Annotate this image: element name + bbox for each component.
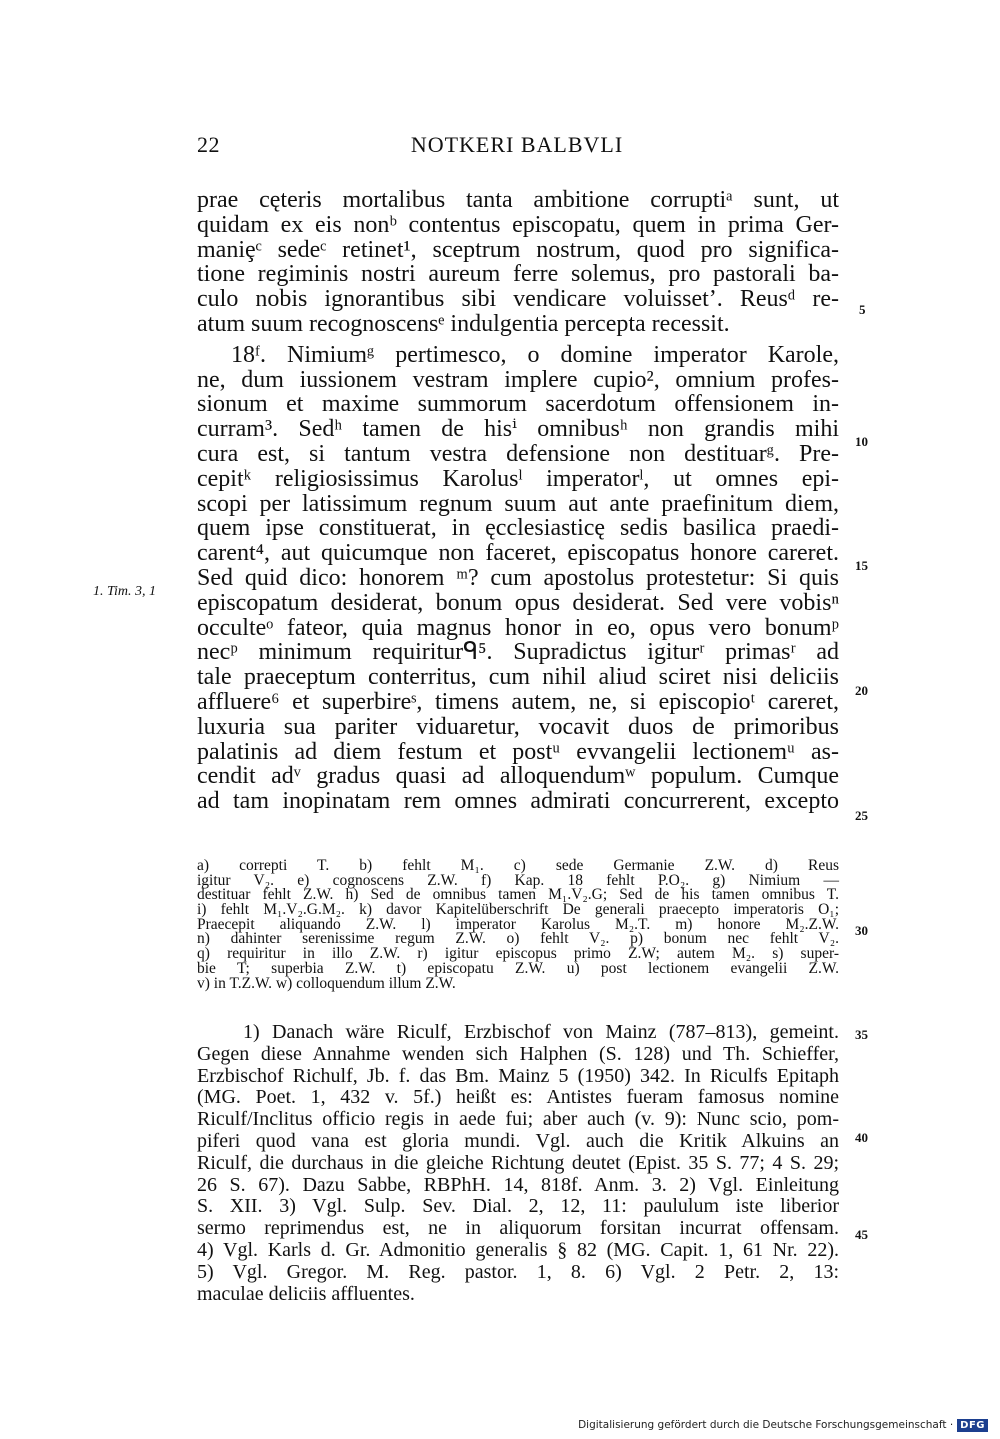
footnote-line: sermo reprimendus est, ne in aliquorum forsitan incurrat offensam.	[197, 1217, 839, 1240]
text-line: cepitᵏ religiosissimus Karolusˡ imperatorˡ, ut omnes epi-	[197, 465, 839, 492]
apparatus-line: i) fehlt M₁.V₂.G.M₂. k) davor Kapitelüberschrift De generali praecepto imperatoris O₁;	[197, 901, 839, 919]
apparatus-line: igitur V₂. e) cognoscens Z.W. f) Kap. 18 fehlt P.O₂. g) Nimium —	[197, 871, 839, 889]
text-line: scopi per latissimum regnum suum aut ante praefinitum diem,	[197, 490, 839, 517]
text-line: carent⁴, aut quicumque non faceret, episcopatus honore careret.	[197, 540, 839, 567]
footnote-line: Erzbischof Richulf, Jb. f. das Bm. Mainz 5 (1950) 342. In Riculfs Epitaph	[197, 1064, 839, 1087]
text-line: ne, dum iussionem vestram implere cupio², omnium profes-	[197, 366, 839, 393]
text-line: quem ipse constituerat, in ęcclesiasticę sedis basilica praedi-	[197, 515, 839, 542]
text-line: episcopatum desiderat, bonum opus desiderat. Sed vere vobisⁿ	[197, 589, 839, 616]
footnote-line: 1) Danach wäre Riculf, Erzbischof von Mainz (787–813), gemeint.	[243, 1021, 839, 1043]
line-number: 5	[859, 302, 866, 317]
funding-footer	[578, 1417, 988, 1433]
apparatus-line: bie T; superbia Z.W. t) episcopatu Z.W. u) post lectionem evangelii Z.W.	[197, 959, 839, 977]
line-number: 35	[855, 1027, 868, 1042]
footnote-line: S. XII. 3) Vgl. Sulp. Sev. Dial. 2, 12, 11: paululum iste liberior	[197, 1195, 839, 1218]
line-number: 25	[855, 808, 868, 823]
text-line: maniȩᶜ sedeᶜ retinet¹, sceptrum nostrum, quod pro significa-	[197, 236, 839, 263]
footnote-line: Riculf, die durchaus in die gleiche Richtung deutet (Epist. 35 S. 77; 4 S. 29;	[197, 1151, 839, 1174]
footnote-line: Gegen diese Annahme wenden sich Halphen (S. 128) und Th. Schieffer,	[197, 1042, 839, 1065]
line-number: 40	[855, 1130, 868, 1145]
text-line: ad tam inopinatam rem omnes admirati concurrerent, excepto	[197, 788, 839, 815]
footnote-line: 4) Vgl. Karls d. Gr. Admonitio generalis § 82 (MG. Capit. 1, 61 Nr. 22).	[197, 1238, 839, 1261]
text-line: tale praeceptum conterritus, cum nihil aliud sciret nisi deliciis	[197, 664, 839, 691]
text-line: Sed quid dico: honorem ᵐ? cum apostolus protestetur: Si quis	[197, 564, 839, 591]
text-line: sionum et maxime summorum sacerdotum offensionem in-	[197, 391, 839, 418]
footnote-line: piferi quod vana est gloria mundi. Vgl. auch die Kritik Alkuins an	[197, 1129, 839, 1152]
text-line: atum suum recognoscensᵉ indulgentia percepta recessit.	[197, 310, 730, 337]
line-number: 45	[855, 1227, 868, 1242]
apparatus-line: Praecepit aliquando Z.W. l) imperator Karolus M₂.T. m) honore M₂.Z.W.	[197, 915, 839, 933]
text-line: 18ᶠ. Nimiumᵍ pertimesco, o domine imperator Karole,	[231, 341, 839, 368]
page-number: 22	[197, 132, 220, 157]
apparatus-line: destituar fehlt Z.W. h) Sed de omnibus tamen M₁.V₂.G; Sed de his tamen omnibus T.	[197, 886, 839, 904]
apparatus-line: a) correpti T. b) fehlt M₁. c) sede Germanie Z.W. d) Reus	[197, 857, 839, 874]
page-header	[197, 132, 837, 162]
line-number: 20	[855, 683, 868, 698]
text-line: occulteᵒ fateor, quia magnus honor in eo, opus vero bonumᵖ	[197, 614, 839, 641]
text-line: curram³. Sedʰ tamen de hisⁱ omnibusʰ non grandis mihi	[197, 416, 839, 443]
text-line: affluere⁶ et superbireˢ, timens autem, ne, si episcopioᵗ careret,	[197, 688, 839, 715]
footnote-line: Riculf/Inclitus officio regis in aede fui; aber auch (v. 9): Nunc scio, pom-	[197, 1108, 839, 1131]
text-line: palatinis ad diem festum et postᵘ evvangelii lectionemᵘ as-	[197, 738, 839, 765]
text-line: culo nobis ignorantibus sibi vendicare voluisset’. Reusᵈ re-	[197, 286, 839, 313]
footnotes	[197, 1022, 839, 1305]
text-line: tione regiminis nostri aureum ferre solemus, pro pastorali ba-	[197, 261, 839, 288]
apparatus-line: q) requiritur in illo Z.W. r) igitur episcopus primo Z.W; autem M₂. s) super-	[197, 945, 839, 963]
line-number: 10	[855, 434, 868, 449]
text-line: necᵖ minimum requiriturᑫ⁵. Supradictus igiturʳ primasʳ ad	[197, 639, 839, 666]
line-number: 15	[855, 558, 868, 573]
margin-reference: 1. Tim. 3, 1	[93, 584, 157, 599]
text-line: prae cęteris mortalibus tanta ambitione corruptiᵃ sunt, ut	[197, 187, 839, 213]
dfg-logo: DFG	[957, 1419, 988, 1432]
text-line: cura est, si tantum vestra defensione non destituarᵍ. Pre-	[197, 440, 839, 467]
text-line: luxuria sua pariter viduaretur, vocavit duos de primoribus	[197, 713, 839, 740]
text-line: cendit adᵛ gradus quasi ad alloquendumʷ populum. Cumque	[197, 763, 839, 790]
text-line: quidam ex eis nonᵇ contentus episcopatu, quem in prima Ger-	[197, 211, 839, 238]
footnote-line: 26 S. 67). Dazu Sabbe, RBPhH. 14, 818f. Anm. 3. 2) Vgl. Einleitung	[197, 1173, 839, 1196]
footnote-line: (MG. Poet. 1, 432 v. 5f.) heißt es: Antistes fueram famosus nomine	[197, 1086, 839, 1109]
footnote-line: 5) Vgl. Gregor. M. Reg. pastor. 1, 8. 6) Vgl. 2 Petr. 2, 13:	[197, 1260, 839, 1283]
line-number: 30	[855, 923, 868, 938]
critical-apparatus	[197, 859, 839, 991]
main-text	[197, 188, 839, 814]
apparatus-line: n) dahinter serenissime regum Z.W. o) fehlt V₂. p) bonum nec fehlt V₂.	[197, 930, 839, 948]
apparatus-line: v) in T.Z.W. w) colloquendum illum Z.W.	[197, 974, 456, 992]
footnote-line: maculae deliciis affluentes.	[197, 1282, 415, 1305]
funding-text: Digitalisierung gefördert durch die Deutsche Forschungsgemeinschaft ·	[578, 1419, 954, 1431]
running-title: NOTKERI BALBVLI	[410, 132, 624, 157]
